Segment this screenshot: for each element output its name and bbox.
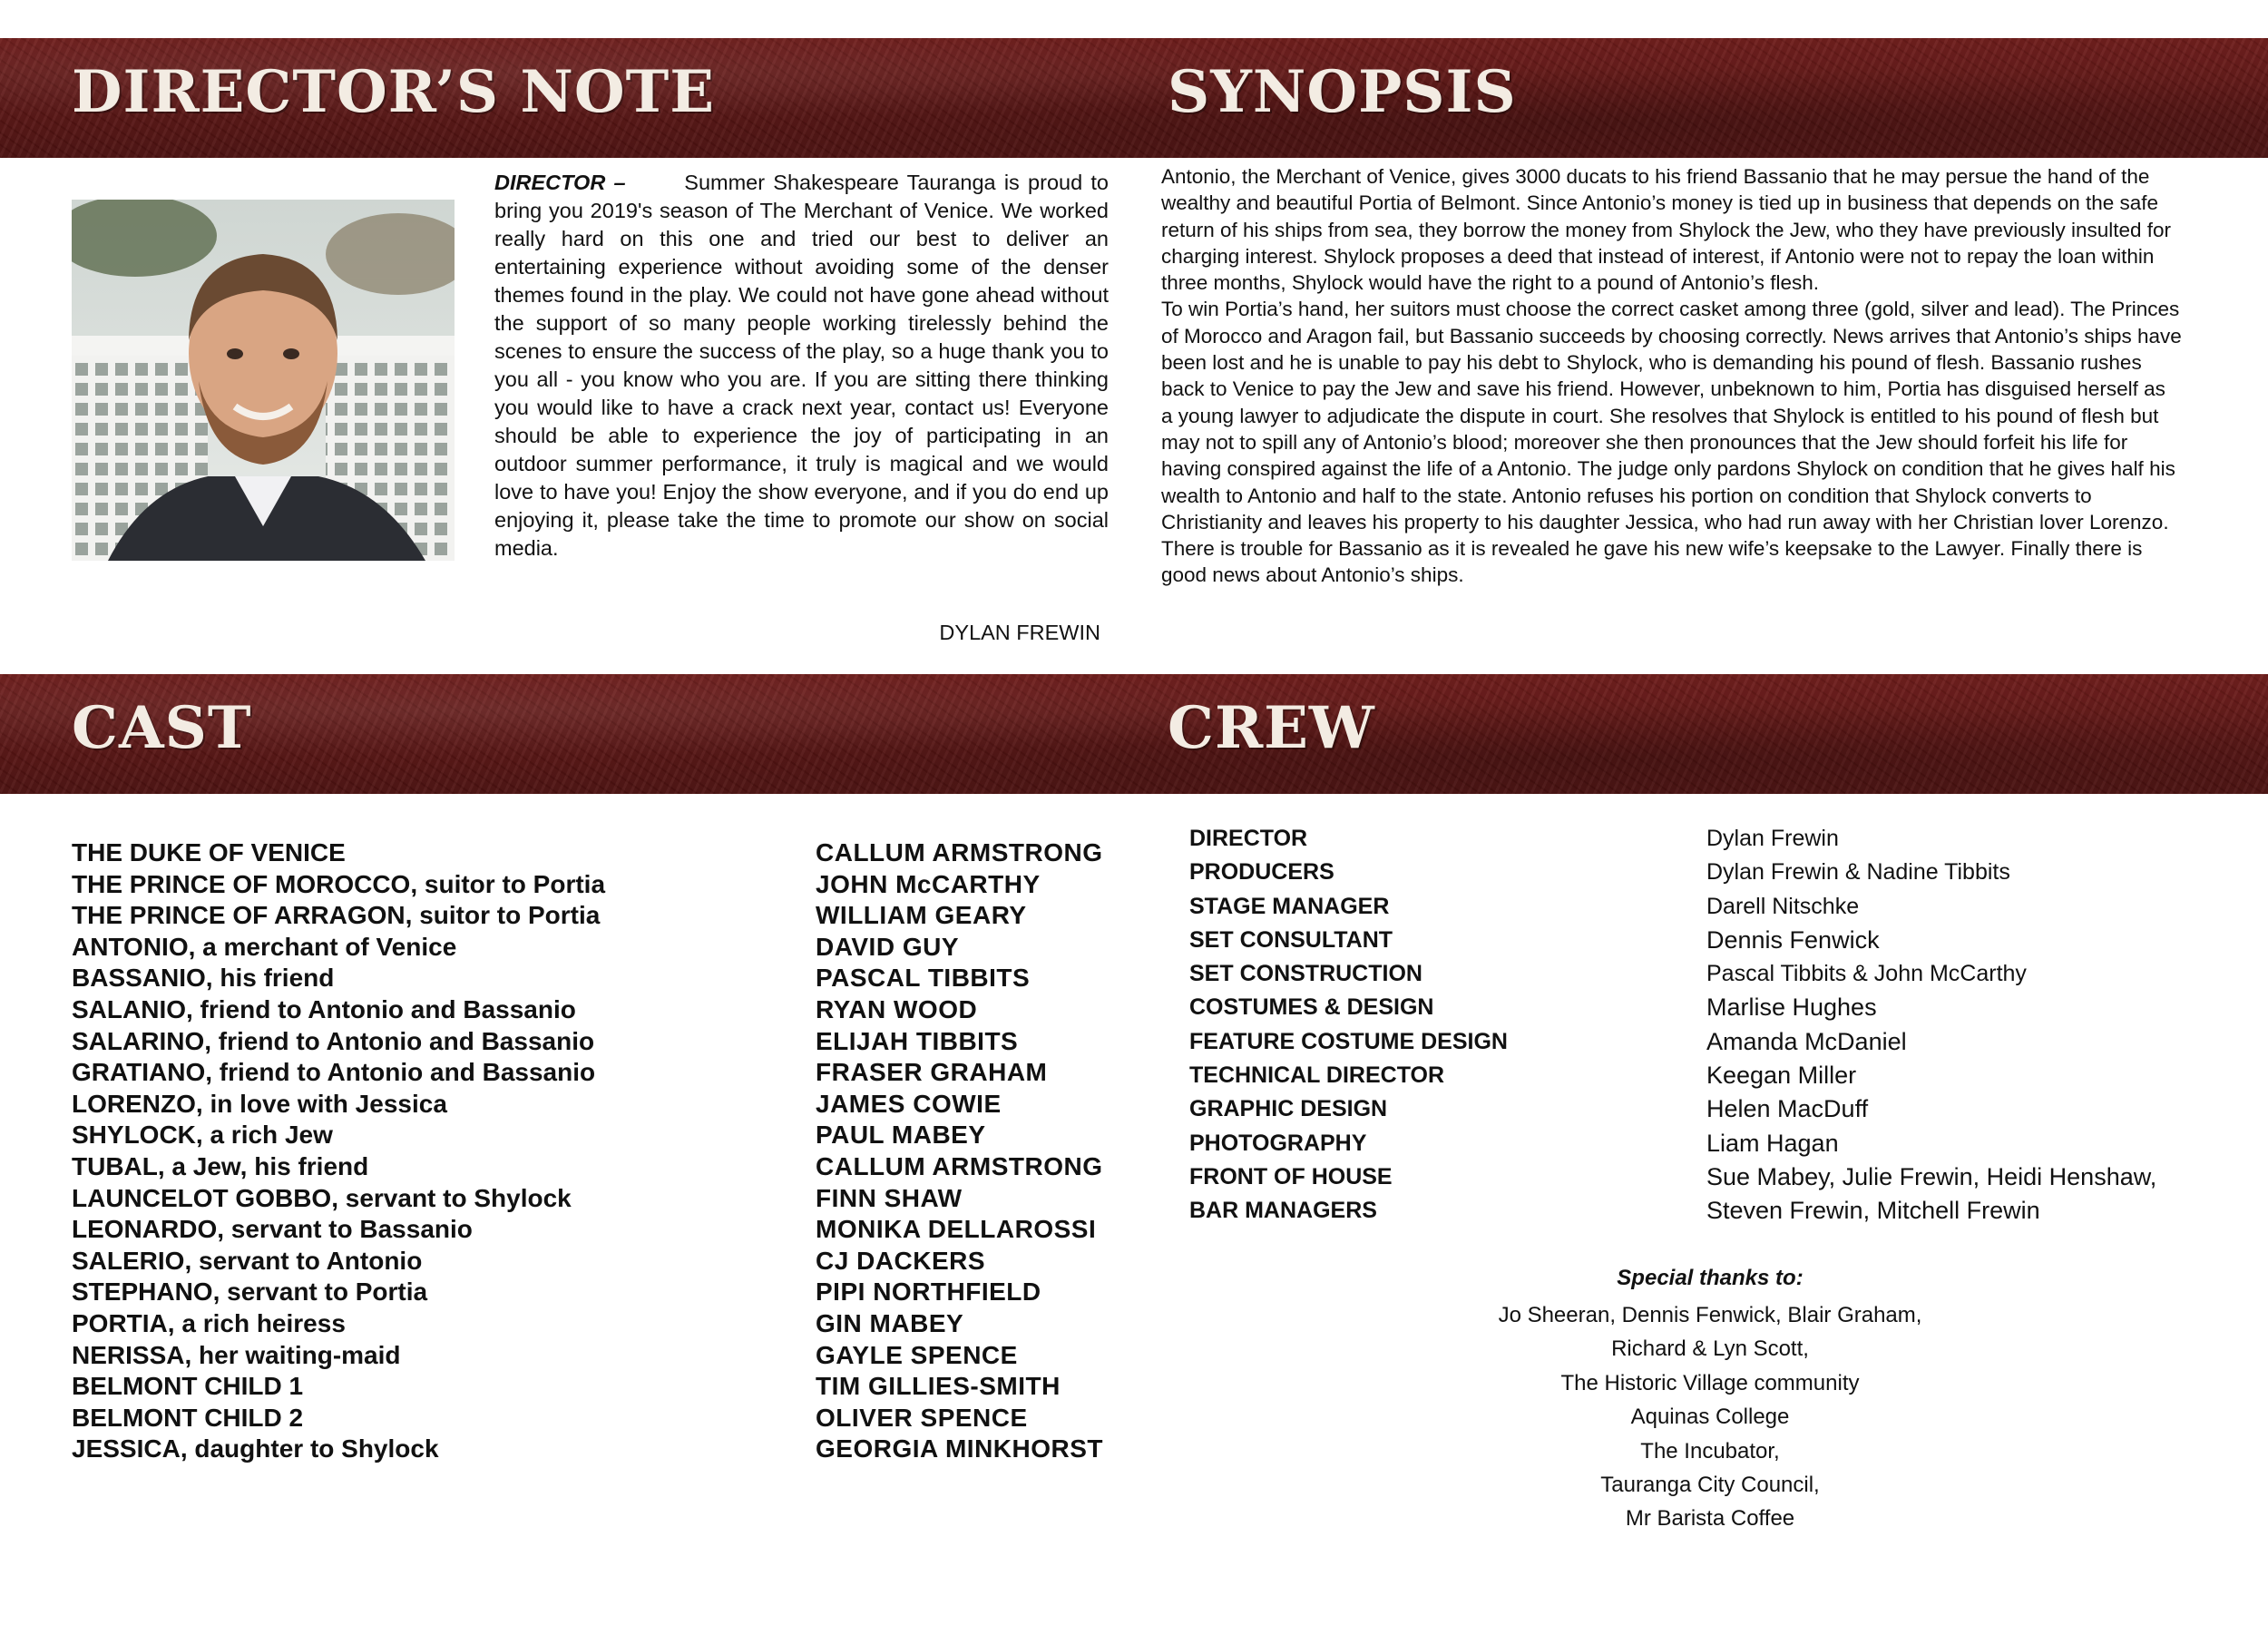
cast-actor: GAYLE SPENCE <box>816 1340 1018 1369</box>
cast-actor: GIN MABEY <box>816 1308 964 1337</box>
director-note-text <box>494 169 1109 563</box>
crew-names-list <box>1706 822 2156 1229</box>
crew-role: BAR MANAGERS <box>1189 1198 1377 1224</box>
crew-roles-list <box>1189 822 1508 1229</box>
synopsis-paragraph: Antonio, the Merchant of Venice, gives 3000 ducats to his friend Bassanio that he may persue the hand of the wealthy and beautiful Portia of Belmont. Since Antonio’s money is tied up in business that depends on the safe return of his ships from sea, they borrow the money from Shylock the Jew, who they have previously insulted for charging interest. Shylock proposes a deed that instead of interest, if Antonio were not to repay the loan within three months, Shylock would have the right to a pound of Antonio’s flesh. <box>1161 165 2172 295</box>
crew-name: Keegan Miller <box>1706 1062 1857 1090</box>
cast-role: THE PRINCE OF MOROCCO, suitor to Portia <box>72 869 606 898</box>
cast-role: BELMONT CHILD 2 <box>72 1403 304 1432</box>
director-photo <box>72 200 455 561</box>
crew-name: Liam Hagan <box>1706 1129 1839 1157</box>
crew-name: Dylan Frewin & Nadine Tibbits <box>1706 859 2010 886</box>
cast-actor: MONIKA DELLAROSSI <box>816 1215 1097 1244</box>
header-band-middle <box>0 674 2268 794</box>
cast-actor: TIM GILLIES-SMITH <box>816 1372 1061 1401</box>
cast-role: SALERIO, servant to Antonio <box>72 1246 423 1275</box>
crew-role: FEATURE COSTUME DESIGN <box>1189 1028 1508 1054</box>
cast-actor: JAMES COWIE <box>816 1089 1002 1118</box>
cast-role: ANTONIO, a merchant of Venice <box>72 932 457 961</box>
crew-name: Amanda McDaniel <box>1706 1027 1907 1055</box>
cast-actor: CALLUM ARMSTRONG <box>816 838 1103 866</box>
cast-roles-list <box>72 837 605 1465</box>
cast-heading: CAST <box>72 694 252 762</box>
cast-role: LEONARDO, servant to Bassanio <box>72 1215 473 1244</box>
crew-name: Helen MacDuff <box>1706 1095 1869 1123</box>
cast-actor: PASCAL TIBBITS <box>816 964 1031 993</box>
cast-role: BASSANIO, his friend <box>72 964 335 993</box>
crew-role: TECHNICAL DIRECTOR <box>1189 1062 1445 1089</box>
special-thanks-line: The Historic Village community <box>1560 1370 1860 1395</box>
crew-name: Darell Nitschke <box>1706 893 1860 919</box>
cast-actor: PIPI NORTHFIELD <box>816 1277 1041 1307</box>
crew-role: STAGE MANAGER <box>1189 893 1390 919</box>
crew-role: FRONT OF HOUSE <box>1189 1163 1393 1189</box>
director-signature: DYLAN FREWIN <box>939 621 1100 644</box>
cast-role: PORTIA, a rich heiress <box>72 1308 346 1337</box>
cast-role: STEPHANO, servant to Portia <box>72 1277 428 1307</box>
crew-name: Dylan Frewin <box>1706 826 1839 851</box>
cast-actor: JOHN McCARTHY <box>816 869 1041 898</box>
synopsis-heading: SYNOPSIS <box>1168 58 1517 126</box>
crew-role: COSTUMES & DESIGN <box>1189 994 1434 1021</box>
special-thanks-line: Aquinas College <box>1630 1405 1790 1430</box>
crew-role: DIRECTOR <box>1189 826 1308 851</box>
cast-role: SHYLOCK, a rich Jew <box>72 1121 333 1150</box>
cast-actors-list <box>816 837 1103 1465</box>
special-thanks-line: Mr Barista Coffee <box>1625 1506 1795 1532</box>
special-thanks-line: The Incubator, <box>1640 1438 1780 1463</box>
crew-role: SET CONSULTANT <box>1189 926 1393 953</box>
cast-role: SALANIO, friend to Antonio and Bassanio <box>72 994 576 1023</box>
cast-actor: FRASER GRAHAM <box>816 1058 1048 1087</box>
crew-role: PHOTOGRAPHY <box>1189 1130 1367 1156</box>
special-thanks-title: Special thanks to: <box>1617 1266 1804 1290</box>
director-note-body: Summer Shakespeare Tauranga is proud to bring you 2019's season of The Merchant of Venice. We worked really hard on this one and tried our best to deliver an entertaining experience without avoiding some of the denser themes found in the play. We could not have gone ahead without the support of so many people working tirelessly behind the scenes to ensure the success of the play, so a huge thank you to you all - you know who you are. If you are sitting there thinking you would like to have a crack next year, contact us! Everyone should be able to experience the joy of participating in an outdoor summer performance, it truly is magical and we would love to have you! Enjoy the show everyone, and if you do end up enjoying it, please take the time to promote our show on social media. <box>494 171 1109 560</box>
cast-role: BELMONT CHILD 1 <box>72 1372 304 1401</box>
cast-actor: CJ DACKERS <box>816 1246 986 1275</box>
crew-role: SET CONSTRUCTION <box>1189 961 1422 987</box>
synopsis-paragraph: To win Portia’s hand, her suitors must choose the correct casket among three (gold, silver and lead). The Princes of Morocco and Aragon fail, but Bassanio succeeds by choosing correctly. News arrives that Antonio’s ships have been lost and he is unable to pay his debt to Shylock, who is demanding his pound of flesh. Bassanio rushes back to Venice to pay the Jew and save his friend. However, unbeknown to him, Portia has disguised herself as a young lawyer to adjudicate the dispute in court. She resolves that Shylock is entitled to his pound of flesh but may not to spill any of Antonio’s blood; moreover she then pronounces that the Jew should forfeit his life for having conspired against the life of a Antonio. The judge only pardons Shylock on condition that he gives half his wealth to Antonio and half to the state. Antonio refuses his portion on condition that Shylock converts to Christianity and leaves his property to his daughter Jessica, who had run away with her Christian lover Lorenzo. There is trouble for Bassanio as it is revealed he gave his new wife’s keepsake to the Lawyer. Finally there is good news about Antonio’s ships. <box>1161 298 2182 587</box>
crew-name: Steven Frewin, Mitchell Frewin <box>1706 1197 2040 1225</box>
cast-role: GRATIANO, friend to Antonio and Bassanio <box>72 1058 596 1087</box>
cast-actor: FINN SHAW <box>816 1183 963 1212</box>
cast-role: THE PRINCE OF ARRAGON, suitor to Portia <box>72 901 601 930</box>
cast-actor: DAVID GUY <box>816 932 959 961</box>
cast-role: THE DUKE OF VENICE <box>72 838 346 866</box>
crew-name: Pascal Tibbits & John McCarthy <box>1706 961 2027 987</box>
director-label: DIRECTOR – <box>494 171 626 194</box>
special-thanks-list <box>1361 1298 2059 1536</box>
special-thanks-line: Tauranga City Council, <box>1600 1473 1820 1498</box>
cast-actor: RYAN WOOD <box>816 994 978 1023</box>
crew-role: PRODUCERS <box>1189 859 1334 886</box>
header-band-top <box>0 38 2268 158</box>
cast-role: JESSICA, daughter to Shylock <box>72 1434 439 1463</box>
cast-role: TUBAL, a Jew, his friend <box>72 1151 369 1180</box>
cast-role: LORENZO, in love with Jessica <box>72 1089 447 1118</box>
directors-note-heading: DIRECTOR’S NOTE <box>72 58 716 126</box>
special-thanks-line: Richard & Lyn Scott, <box>1611 1336 1809 1362</box>
cast-actor: PAUL MABEY <box>816 1121 986 1150</box>
crew-heading: CREW <box>1168 694 1375 762</box>
crew-name: Sue Mabey, Julie Frewin, Heidi Henshaw, <box>1706 1162 2157 1190</box>
cast-role: SALARINO, friend to Antonio and Bassanio <box>72 1026 595 1055</box>
cast-actor: WILLIAM GEARY <box>816 901 1027 930</box>
cast-actor: OLIVER SPENCE <box>816 1403 1028 1432</box>
cast-role: NERISSA, her waiting-maid <box>72 1340 401 1369</box>
cast-actor: CALLUM ARMSTRONG <box>816 1151 1103 1180</box>
cast-actor: ELIJAH TIBBITS <box>816 1026 1019 1055</box>
special-thanks-line: Jo Sheeran, Dennis Fenwick, Blair Graham, <box>1498 1303 1922 1327</box>
crew-role: GRAPHIC DESIGN <box>1189 1096 1388 1122</box>
cast-actor: GEORGIA MINKHORST <box>816 1434 1104 1463</box>
cast-role: LAUNCELOT GOBBO, servant to Shylock <box>72 1183 572 1212</box>
crew-name: Dennis Fenwick <box>1706 925 1880 954</box>
crew-name: Marlise Hughes <box>1706 994 1877 1022</box>
synopsis-text <box>1161 163 2182 589</box>
